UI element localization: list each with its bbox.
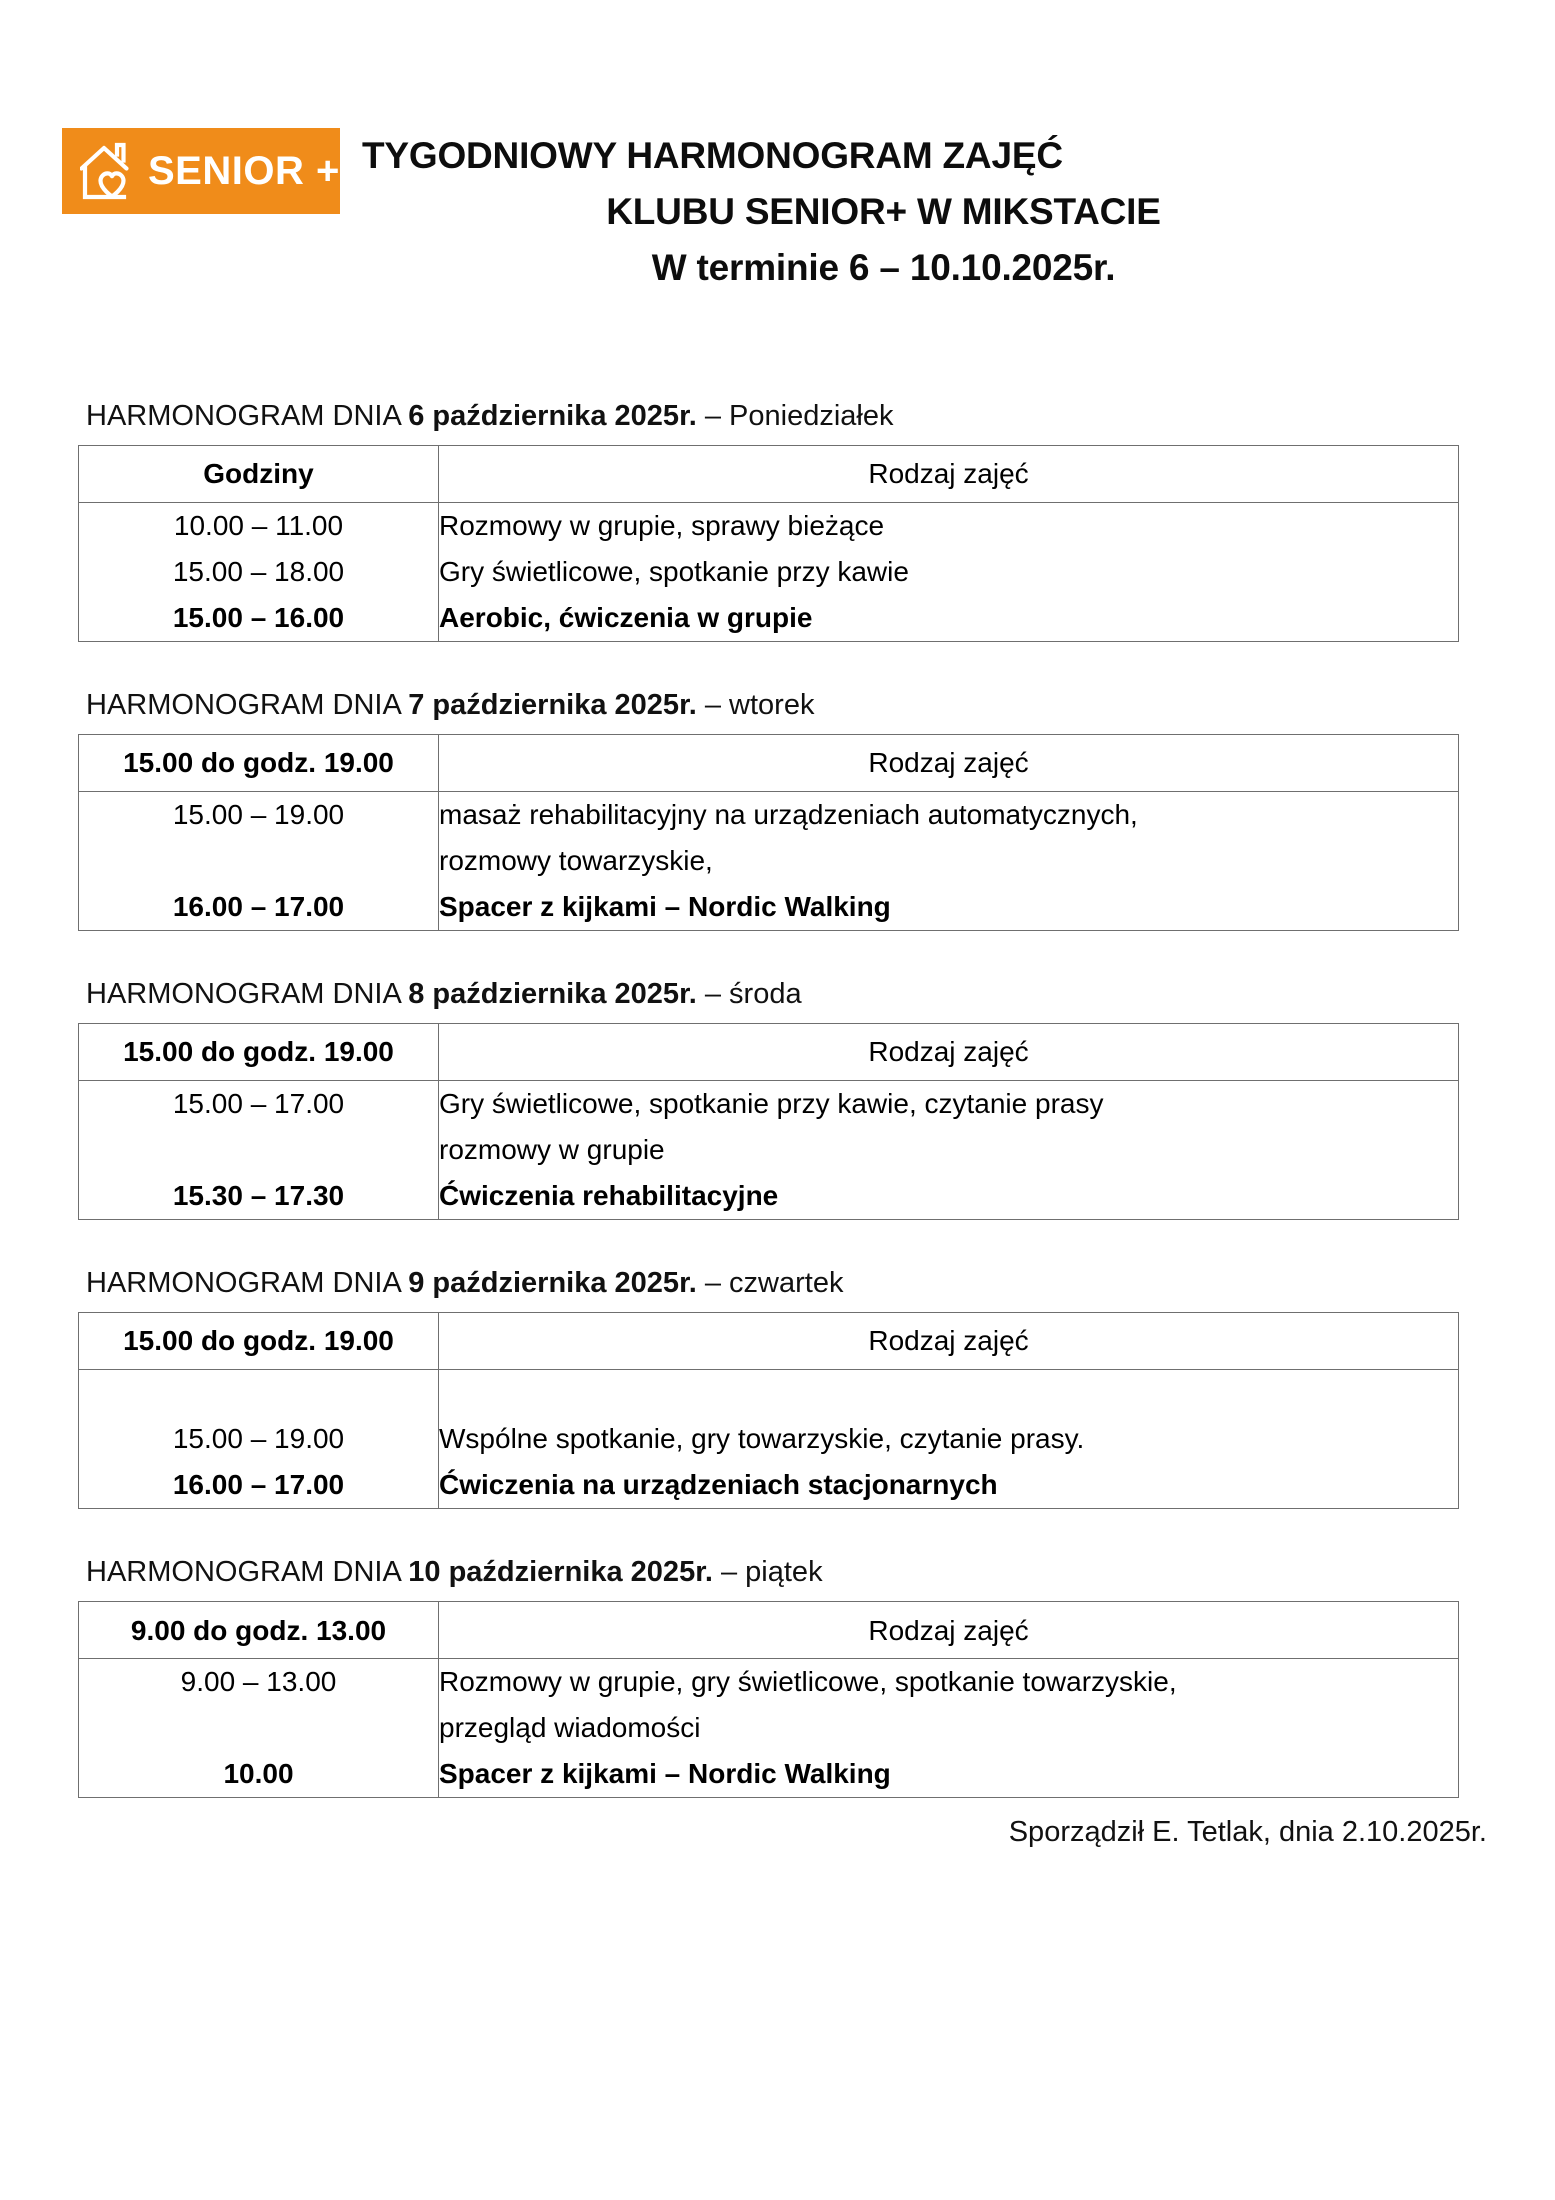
schedule-section-wednesday [0, 975, 1555, 1220]
activity-text: Rozmowy w grupie, sprawy bieżące [439, 509, 885, 541]
activity-text: masaż rehabilitacyjny na urządzeniach automatycznych, [439, 798, 1138, 830]
time-value: 16.00 – 17.00 [172, 890, 345, 922]
table-row [79, 1659, 1459, 1798]
column-header-kind: Rodzaj zajęć [439, 1602, 1459, 1659]
activity-text: Spacer z kijkami – Nordic Walking [439, 1758, 891, 1790]
schedule-sections [0, 397, 1555, 1799]
time-value: 15.30 – 17.30 [172, 1180, 345, 1212]
heading-date: 9 października 2025r. [408, 1267, 697, 1300]
table-header-row [79, 1313, 1459, 1370]
column-header-time: 15.00 do godz. 19.00 [79, 1024, 439, 1081]
column-header-kind: Rodzaj zajęć [439, 1024, 1459, 1081]
cell-time [79, 1370, 439, 1509]
schedule-section-friday [0, 1553, 1555, 1798]
table-row [79, 791, 1459, 930]
section-heading [86, 975, 1555, 1014]
spacer [79, 1370, 438, 1416]
logo-label: SENIOR + [148, 149, 340, 193]
cell-kind [439, 502, 1459, 641]
title-line-1: TYGODNIOWY HARMONOGRAM ZAJĘĆ [362, 135, 1063, 176]
table-header-row [79, 734, 1459, 791]
heading-date: 10 października 2025r. [408, 1556, 713, 1589]
title-line-3: W terminie 6 – 10.10.2025r. [651, 247, 1116, 289]
heading-dayname: – piątek [712, 1556, 823, 1589]
activity-text: Spacer z kijkami – Nordic Walking [439, 890, 891, 922]
schedule-table [78, 1023, 1459, 1220]
time-value: 15.00 – 19.00 [172, 798, 345, 830]
schedule-table [78, 445, 1459, 642]
section-heading [86, 686, 1555, 725]
activity-text: Ćwiczenia na urządzeniach stacjonarnych [439, 1469, 998, 1501]
section-heading [86, 1264, 1555, 1303]
spacer [79, 1705, 438, 1751]
cell-kind [439, 1081, 1459, 1220]
time-value: 15.00 – 16.00 [172, 601, 345, 633]
heading-dayname: – środa [696, 977, 802, 1010]
heading-prefix: HARMONOGRAM DNIA [86, 1267, 409, 1300]
column-header-kind: Rodzaj zajęć [439, 734, 1459, 791]
heading-dayname: – Poniedziałek [696, 399, 894, 432]
table-header-row [79, 1602, 1459, 1659]
column-header-time: 15.00 do godz. 19.00 [79, 1313, 439, 1370]
cell-time [79, 1081, 439, 1220]
section-heading [86, 397, 1555, 436]
spacer [439, 1370, 1458, 1416]
cell-kind [439, 1659, 1459, 1798]
schedule-section-monday [0, 397, 1555, 642]
time-value: 15.00 – 17.00 [172, 1088, 345, 1120]
schedule-section-tuesday [0, 686, 1555, 931]
house-heart-icon [80, 140, 146, 202]
heading-date: 7 października 2025r. [408, 688, 697, 721]
title-line-2: KLUBU SENIOR+ W MIKSTACIE [606, 191, 1161, 233]
page-title [362, 128, 1555, 297]
spacer [79, 1127, 438, 1173]
cell-time [79, 791, 439, 930]
time-value: 15.00 – 19.00 [172, 1423, 345, 1455]
time-value: 10.00 [223, 1758, 294, 1790]
heading-date: 6 października 2025r. [408, 399, 697, 432]
cell-time [79, 1659, 439, 1798]
document-header [0, 0, 1555, 297]
activity-text: Rozmowy w grupie, gry świetlicowe, spotkanie towarzyskie, [439, 1666, 1177, 1698]
table-header-row [79, 1024, 1459, 1081]
section-heading [86, 1553, 1555, 1592]
activity-text: Wspólne spotkanie, gry towarzyskie, czytanie prasy. [439, 1423, 1085, 1455]
heading-prefix: HARMONOGRAM DNIA [86, 1556, 409, 1589]
activity-text: Gry świetlicowe, spotkanie przy kawie [439, 555, 909, 587]
time-value: 15.00 – 18.00 [172, 555, 345, 587]
activity-text: przegląd wiadomości [439, 1712, 701, 1744]
activity-text: Aerobic, ćwiczenia w grupie [439, 601, 813, 633]
column-header-time: 15.00 do godz. 19.00 [79, 734, 439, 791]
cell-time [79, 502, 439, 641]
time-value: 10.00 – 11.00 [173, 509, 344, 541]
cell-kind [439, 1370, 1459, 1509]
schedule-table [78, 1312, 1459, 1509]
schedule-section-thursday [0, 1264, 1555, 1509]
heading-date: 8 października 2025r. [408, 977, 697, 1010]
schedule-table [78, 734, 1459, 931]
senior-plus-logo [62, 128, 340, 214]
activity-text: Gry świetlicowe, spotkanie przy kawie, czytanie prasy [439, 1088, 1104, 1120]
activity-text: rozmowy towarzyskie, [439, 844, 713, 876]
column-header-time: Godziny [79, 445, 439, 502]
time-value: 9.00 – 13.00 [180, 1666, 337, 1698]
heading-prefix: HARMONOGRAM DNIA [86, 977, 409, 1010]
heading-prefix: HARMONOGRAM DNIA [86, 399, 409, 432]
schedule-table [78, 1601, 1459, 1798]
table-row [79, 1370, 1459, 1509]
column-header-kind: Rodzaj zajęć [439, 445, 1459, 502]
activity-text: Ćwiczenia rehabilitacyjne [439, 1180, 779, 1212]
time-value: 16.00 – 17.00 [172, 1469, 345, 1501]
heading-dayname: – wtorek [696, 688, 815, 721]
cell-kind [439, 791, 1459, 930]
spacer [79, 838, 438, 884]
table-row [79, 502, 1459, 641]
table-header-row [79, 445, 1459, 502]
document-footer: Sporządził E. Tetlak, dnia 2.10.2025r. [1008, 1816, 1487, 1849]
table-row [79, 1081, 1459, 1220]
heading-dayname: – czwartek [696, 1267, 844, 1300]
column-header-time: 9.00 do godz. 13.00 [79, 1602, 439, 1659]
activity-text: rozmowy w grupie [439, 1134, 665, 1166]
column-header-kind: Rodzaj zajęć [439, 1313, 1459, 1370]
heading-prefix: HARMONOGRAM DNIA [86, 688, 409, 721]
